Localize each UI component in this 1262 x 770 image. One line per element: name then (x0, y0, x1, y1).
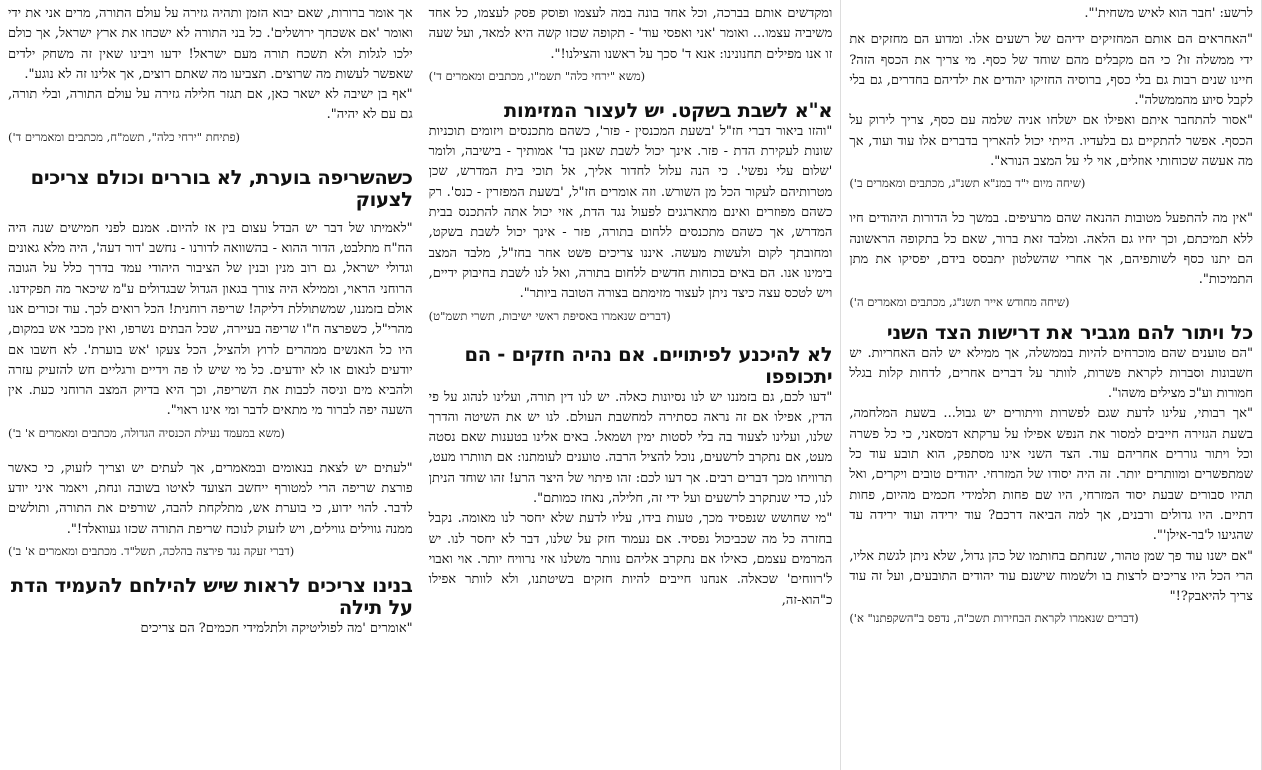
source-citation: (דברים שנאמרו באסיפת ראשי ישיבות, תשרי תשמ"ט) (428, 308, 671, 323)
section-heading: כשהשריפה בוערת, לא בוררים וכולם צריכים לצעוק (30, 165, 413, 211)
source-citation: (שיחה מיום י"ד במנ"א תשנ"ג, מכתבים ומאמרים ב') (849, 176, 1086, 191)
paragraph: "לאמיתו של דבר יש הבדל עצום בין אז להיום. אמנם לפני חמישים שנה היה הח"ח מתלבט, הדור ההוא - בהשוואה לדורנו - נחשב 'דור דעה', היה מלא גאונים וגדולי ישראל, גם רוב מנין ובנין של הציבור היהודי עמד בדרך כלל על הגובה הרוחני הראוי, וממילא היה צורך בגאון הגדול שבגדולים ע"מ שיכאר מה תפקידנו. אולם בזמננו, שמשתוללת דליקה! שריפה רוחנית! הכל רואים לכך. עוד זכורים אנו מהרי"ל, כשפרצה ח"ו שריפה בעיירה, שכל הבתים נשרפו, ואין מכבי אש במקום, היו כל האנשים ממהרים לרוץ ולהציל, הכל צעקו 'אש בוערת'. לא חשבו אם יודעים לנאום או לא יודעים. כל מי שיש לו פה וידיים ורגליים חש להזעיק עזרה ולהביא מים וניסה לכבות את השריפה, וכך היא בדיוק המצב הרוחני כעת. אין השעה יפה לברור מי מתאים לדבר ומי אינו ראוי". (8, 220, 413, 419)
section-heading: לא להיכנע לפיתויים. אם נהיה חזקים - הם יתכופפו (464, 342, 833, 388)
paragraph: "הם טוענים שהם מוכרחים להיות בממשלה, אך ממילא יש להם האחריות. יש חשבונות וסברות לקראת פשרות, לוותר על דברים אחרים, לדחות קלות בגלל חמורות וע"כ מצילים משהו". (849, 345, 1253, 402)
source-citation: (משא "ירחי כלה" תשמ"ו, מכתבים ומאמרים ד') (428, 68, 646, 83)
paragraph: "אף בן ישיבה לא ישאר כאן, אם תגזר חלילה גזירה על עולם התורה, ובלי תורה, גם עם לא יהיה". (8, 87, 413, 123)
source-citation: (דברים שנאמרו לקראת הבחירות תשכ"ה, נדפס ב"השקפתנו" א') (849, 611, 1139, 626)
section-heading: כל ויתור להם מגביר את דרישות הצד השני (886, 320, 1253, 344)
section-heading: א"א לשבת בשקט. יש לעצור המזימות (503, 98, 833, 122)
column-right (0, 0, 421, 770)
paragraph: "אסור להתחבר איתם ואפילו אם ישלחו אניה שלמה עם כסף, צריך לירוק על הכסף. אפשר להתקיים גם בלעדיו. הייתי יכול להאריך בדברים אלו עוד ועוד, אך מה אעשה שכוחותי אוזלים, אוי לי על המצב הנורא". (849, 113, 1253, 170)
paragraph: "מי שחושש שנפסיד מכך, טעות בידו, עליו לדעת שלא יחסר לנו מאומה. נקבל בחזרה כל מה שכביכול נפסיד. אם נעמוד חזק על שלנו, דבר לא יחסר לנו. יש המרמים עצמם, כאילו אם נתקרב אליהם נוותר משלנו אזי נרוויח יותר. אוי ואבוי ל'רווחים' שכאלה. אנחנו חייבים להיות חזקים בשיטתנו, ולא לוותר אפילו כ"הוא-זה, (428, 511, 833, 608)
paragraph: "אין מה להתפעל מטובות ההנאה שהם מרעיפים. במשך כל הדורות היהודים חיו ללא תמיכתם, וכך יחיו גם הלאה. ומלבד זאת ברור, שאם כל בתקופה הראשונה הם יתנו כסף לשותפיהם, אך אחרי שהשלטון יתבסס בידם, יפסיקו את מתן התמיכות". (849, 211, 1253, 288)
column-center-left (841, 0, 1262, 770)
paragraph: "האחראים הם אותם המחזיקים ידיהם של רשעים אלו. ומדוע הם מחזקים את ידי ממשלה זו? כי הם מקבלים מהם שוחד של כסף. מי צריך את הכסף הזה? חיינו שנים רבות גם בלי כסף, ברוסיה החזיקו יהודים את ילדיהם בחדרים, גם בלי לקבל סיוע מהממשלה". (849, 32, 1253, 109)
section-heading: בנינו צריכים לראות שיש להילחם להעמיד הדת על תילה (10, 573, 413, 619)
source-citation: (דברי זעקה נגד פירצה בהלכה, תשל"ד. מכתבים ומאמרים א' ב') (8, 543, 295, 558)
source-citation: (שיחה מחודש אייר תשנ"ג, מכתבים ומאמרים ה') (849, 294, 1070, 309)
paragraph: "אך רבותי, עלינו לדעת שגם לפשרות וויתורים יש גבול... בשעת המלחמה, בשעת הגזירה חייבים למסור את הנפש אפילו על ערקתא דמסאני, כי כל פשרה וכל ויתור גוררים אחריהם עוד. הצד השני אינו מסתפק, הוא תובע עוד כל שמתפשרים ומוותרים יותר. זה היה יסודו של המזרחי. יהודים טובים ויקרים, ואל תהיו סבורים שבעת יסוד המזרחי, היו שם פחות תלמידי חכמים מהיום, פחות דתיים. היו גדולים ורבנים, אך למה הביאה דרכם? עוד ירידה ועוד ירידה עד שהגיעו ל'בר-אילן'". (849, 406, 1253, 544)
paragraph: "לעתים יש לצאת בנאומים ובמאמרים, אך לעתים יש וצריך לזעוק, כי כאשר פורצת שריפה הרי למטורף ייחשב הצועד לאיטו בשובה ונחת, ויאמר איני יודע לדבר. להוי ידוע, כי בוערת אש, מתלקחת להבה, שורפים את התורה, ותולשים ממנה גווילים גווילים, ויש לזעוק לנוכח שריפת התורה שכזו געוואלד!". (8, 460, 413, 537)
source-citation: (משא במעמד נעילת הכנסיה הגדולה, מכתבים ומאמרים א' ב') (8, 425, 285, 440)
paragraph: "אם ישנו עוד פך שמן טהור, שנחתם בחותמו של כהן גדול, שלא ניתן לגשת אליו, הרי הכל היו צריכים לרצות בו ולשמוח שישנם עוד יהודים התובעים, ועל זה עוד צריך להיאבק?!" (849, 548, 1253, 605)
paragraph: לרשע: 'חבר הוא לאיש משחית'". (1084, 6, 1253, 21)
paragraph: "אומרים 'מה לפוליטיקה ולתלמידי חכמים? הם צריכים (140, 620, 413, 636)
paragraph: ומקדשים אותם בברכה, וכל אחד בונה במה לעצמו ופוסק פסק לעצמו, כל אחד משיביה עצמו... ואומר 'אני ואפסי עוד' - תקופה שכזו קשה היא למאד, ועל שעה זו אנו מפילים תחנונינו: אנא ד' סכך על ראשנו והצילנו!". (428, 6, 833, 62)
column-center-right (421, 0, 842, 770)
paragraph: "דעו לכם, גם בזמננו יש לנו נסיונות כאלה. יש לנו דין תורה, ועלינו לנהוג על פי הדין, אפילו אם זה נראה כסתירה למחשבת העולם. לנו יש את השיטה והדרך שלנו, ועלינו לצעוד בה בלי לסטות ימין ושמאל. באים אלינו בטענות שאם נסטה מעט, אם נתקרב לרשעים, נוכל להציל הרבה. טוענים לעומתנו: אם תוותרו מעט, תרוויחו מכך דברים רבים. אך דעו לכם: זהו פיתוי של היצר הרע! זהו שוחד הניתן לנו, כדי שנתקרב לרשעים ועל ידי זה, חלילה, נאחז כמותם". (428, 389, 833, 507)
paragraph: "והזו ביאור דברי חז"ל 'בשעת המכנסין - פזר', כשהם מתכנסים ויזומים תוכניות שונות לעקירת הדת - פזר. אינך יכול לשבת שאנן בד' אמותיך - בישיבה, ולומר 'שלום עלי נפשי'. כי הנה עלול לחדור אליך, אל תוכי בית המדרש, שכן מטרותיהם לעקור הכל מן השורש. וזה אומרים חז"ל, 'בשעת המפזרין - כנס'. רק כשהם מפוזרים ואינם מתארגנים לפעול נגד הדת, אזי יכול אתה להתכנס בבית המדרש, אך כשהם מתכנסים ללחום בתורה, פזר - אינך יכול לשבת בשקט, ומחובתך לקום ולעשות מעשה. איננו צריכים פשט אחר בחז"ל, מלבד המצב בימינו אנו. הם באים בכוחות חדשים ללחום בתורה, ואל לנו לשבת בחיבוק ידיים, ויש לטכס עצה כיצד ניתן לעצור מזימתם בצורה הטובה ביותר". (428, 123, 833, 302)
paragraph: אך אומר ברורות, שאם יבוא הזמן ותהיה גזירה על עולם התורה, מרים אני את ידי ואומר 'אם אשכחך ירושלים'. כל בני התורה לא ישכחו את ארץ ישראל, אך כולם ילכו לגלות ולא תשכח תורה מעם ישראל! ידעו ויבינו שאין זה משחק ילדים שאפשר לעשות מה שרוצים. תצביעו מה שאתם רוצים, אך אלינו זה לא נוגע". (8, 6, 413, 82)
source-citation: (פתיחת "ירחי כלה", תשמ"ח, מכתבים ומאמרים ד') (8, 129, 241, 144)
